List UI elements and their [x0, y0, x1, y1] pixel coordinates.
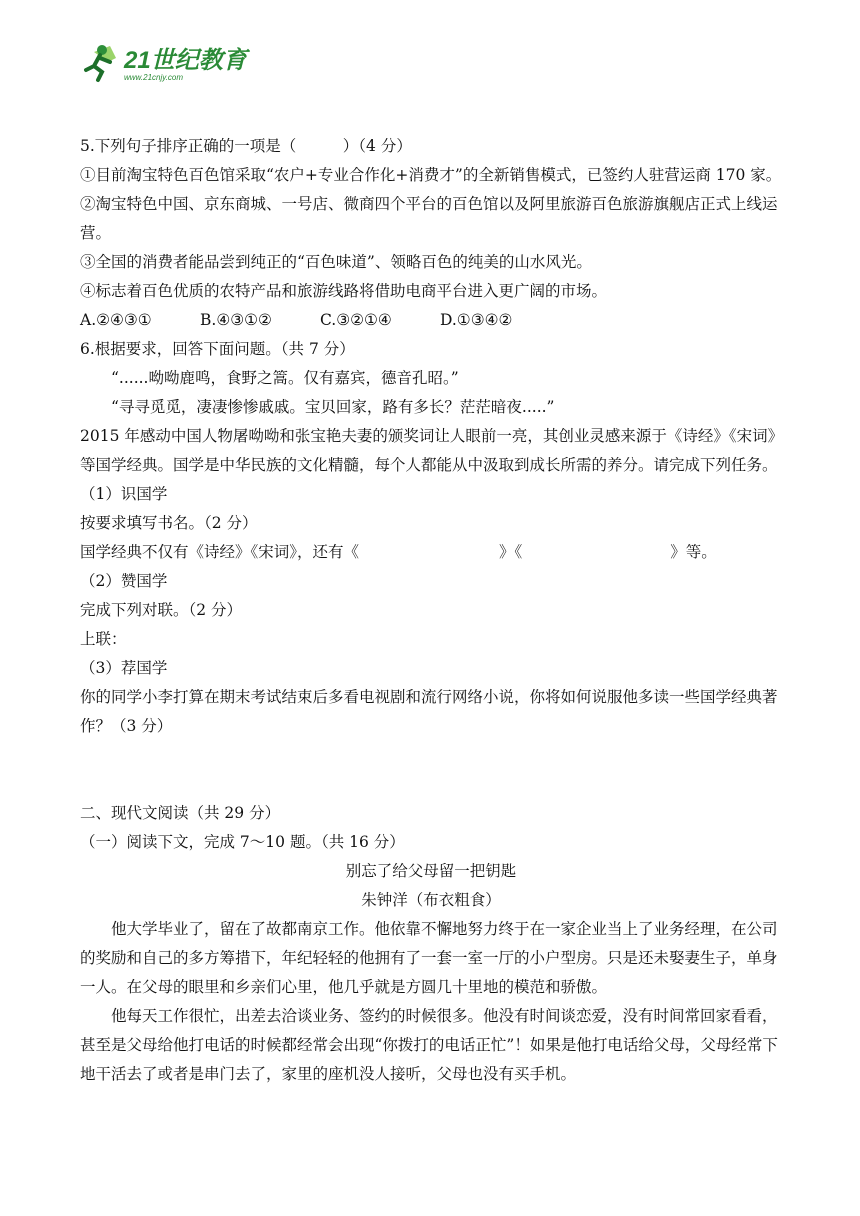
q6-part2-couplet-line: 上联：: [80, 630, 127, 648]
logo-brand-text: 21世纪教育: [124, 47, 247, 74]
q6-part1-requirement: 按要求填写书名。（2 分）: [80, 514, 258, 532]
q6-part1-text-a: 国学经典不仅有《诗经》《宋词》，还有《: [80, 543, 360, 561]
article-title: 别忘了给父母留一把钥匙: [345, 862, 517, 880]
q6-part3-requirement: 你的同学小李打算在期末考试结束后多看电视剧和流行网络小说，你将如何说服他多读一些国学经典著作？（3 分）: [80, 688, 778, 735]
q6-quote-1: “......呦呦鹿鸣，食野之篙。仅有嘉宾，德音孔昭。”: [111, 369, 459, 387]
article-author: 朱钟洋（布衣粗食）: [361, 891, 501, 909]
q6-part2-title: （2）赞国学: [80, 572, 168, 590]
q5-sentence-2: ②淘宝特色中国、京东商城、一号店、微商四个平台的百色馆以及阿里旅游百色旅游旗舰店正式上线运营。: [80, 195, 778, 242]
q5-option-a: A.②④③①: [80, 311, 152, 329]
q5-options: [80, 306, 782, 335]
q6-part1-fill-line: [80, 538, 782, 567]
logo-runner-icon: [80, 38, 260, 84]
q5-option-d: D.①③④②: [440, 311, 513, 329]
site-logo: [80, 38, 260, 84]
q6-intro: 2015 年感动中国人物屠呦呦和张宝艳夫妻的颁奖词让人眼前一亮，其创业灵感来源于《诗经》《宋词》等国学经典。国学是中华民族的文化精髓，每个人都能从中汲取到成长所需的养分。请完成下列任务。: [80, 427, 778, 474]
section2-title: 二、现代文阅读（共 29 分）: [80, 804, 281, 822]
q6-part1-title: （1）识国学: [80, 485, 168, 503]
article-paragraph-1: 他大学毕业了，留在了故都南京工作。他依靠不懈地努力终于在一家企业当上了业务经理，在公司的奖励和自己的多方筹措下，年纪轻轻的他拥有了一套一室一厅的小户型房。只是还未娶妻生子，单身一人。在父母的眼里和乡亲们心里，他几乎就是方圆几十里地的模范和骄傲。: [80, 920, 778, 996]
q5-stem: 5.下列句子排序正确的一项是（ ）（4 分）: [80, 137, 412, 155]
section2-subtitle: （一）阅读下文，完成 7～10 题。（共 16 分）: [80, 833, 405, 851]
q5-option-c: C.③②①④: [320, 311, 392, 329]
q5-option-b: B.④③①②: [200, 311, 272, 329]
q6-part2-requirement: 完成下列对联。（2 分）: [80, 601, 243, 619]
document-body: [80, 132, 782, 1089]
q6-part1-text-b: 》《: [499, 543, 523, 561]
logo-url-text: www.21cnjy.com: [124, 73, 183, 82]
q5-sentence-4: ④标志着百色优质的农特产品和旅游线路将借助电商平台进入更广阔的市场。: [80, 282, 608, 300]
article-paragraph-2: 他每天工作很忙，出差去洽谈业务、签约的时候很多。他没有时间谈恋爱，没有时间常回家看看，甚至是父母给他打电话的时候都经常会出现“你拨打的电话正忙”！如果是他打电话给父母，父母经常下地干活去了或者是串门去了，家里的座机没人接听，父母也没有买手机。: [80, 1007, 778, 1083]
q6-part1-text-c: 》等。: [670, 543, 717, 561]
q6-stem: 6.根据要求，回答下面问题。（共 7 分）: [80, 340, 355, 358]
answer-space: [80, 741, 782, 799]
q5-sentence-3: ③全国的消费者能品尝到纯正的“百色味道”、领略百色的纯美的山水风光。: [80, 253, 592, 271]
q6-part3-title: （3）荐国学: [80, 659, 168, 677]
q5-sentence-1: ①目前淘宝特色百色馆采取“农户+专业合作化+消费才”的全新销售模式，已签约人驻营运商 170 家。: [80, 166, 782, 184]
q6-quote-2: “寻寻觅觅，凄凄惨惨戚戚。宝贝回家，路有多长？茫茫暗夜.....”: [111, 398, 555, 416]
